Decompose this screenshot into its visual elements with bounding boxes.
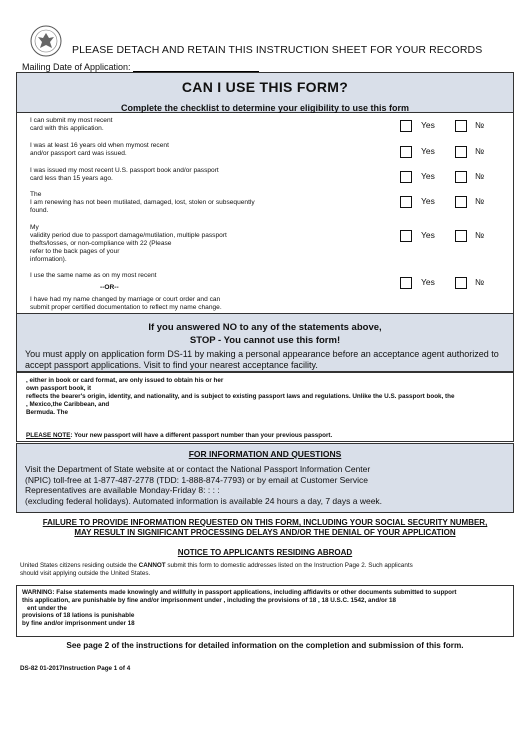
please-note-label: PLEASE NOTE <box>26 432 71 439</box>
passport-info-line: , either in book or card format, are only issued to obtain his or her <box>26 377 224 384</box>
please-note <box>26 432 504 440</box>
warning-line: this application, are punishable by fine and/or imprisonment under , including the provisions of 18 , 18 U.S.C. 1542, and/or 18 <box>22 596 397 604</box>
no-checkbox[interactable] <box>455 146 467 158</box>
question-line: information). <box>30 256 67 263</box>
question-line: I can submit my most recent <box>30 117 113 124</box>
warning-line: ent under the <box>27 604 67 612</box>
yes-checkbox[interactable] <box>400 196 412 208</box>
yes-checkbox[interactable] <box>400 277 412 289</box>
information-questions-box <box>16 443 514 513</box>
yes-label: Yes <box>421 230 435 240</box>
question-line: I am renewing has not been mutilated, damaged, lost, stolen or subsequently <box>30 199 255 206</box>
form-footer: DS-82 01-2017Instruction Page 1 of 4 <box>20 665 131 672</box>
question-line: and/or passport card was issued. <box>30 150 127 157</box>
notice-abroad-title: NOTICE TO APPLICANTS RESIDING ABROAD <box>177 548 353 557</box>
failure-warning <box>16 518 514 538</box>
notice-cannot: CANNOT <box>138 562 166 569</box>
no-checkbox[interactable] <box>455 196 467 208</box>
checklist-row-3 <box>30 167 515 183</box>
checklist-row-5 <box>30 224 515 264</box>
no-label: № <box>475 120 485 130</box>
information-body <box>17 459 513 506</box>
no-label: № <box>475 146 485 156</box>
warning-line: by fine and/or imprisonment under 18 <box>22 620 135 628</box>
information-line: Visit the Department of State website at or contact the National Passport Information Center <box>25 464 371 474</box>
question-line: I was at least 16 years old when mymost recent <box>30 142 169 149</box>
no-label: № <box>475 171 485 181</box>
please-note-text: : Your new passport will have a different passport number than your previous passport. <box>70 432 333 439</box>
no-label: № <box>475 277 485 287</box>
question-text <box>30 224 280 264</box>
question-text <box>30 117 280 133</box>
or-separator: --OR-- <box>100 284 119 291</box>
failure-line: MAY RESULT IN SIGNIFICANT PROCESSING DELAYS AND/OR THE DENIAL OF YOUR APPLICATION <box>74 528 456 537</box>
no-checkbox[interactable] <box>455 277 467 289</box>
stop-line-2: STOP - You cannot use this form! <box>189 335 341 346</box>
question-line: submit proper certified documentation to reflect my name change. <box>30 304 222 311</box>
notice-text: United States citizens residing outside the <box>20 562 139 569</box>
yes-label: Yes <box>421 120 435 130</box>
question-text <box>30 167 280 183</box>
stop-notice-box <box>16 313 514 372</box>
question-line: I use the same name as on my most recent <box>30 272 157 279</box>
stop-line-1: If you answered NO to any of the statements above, <box>148 322 382 333</box>
passport-info-line: reflects the bearer's origin, identity, and nationality, and is subject to existing passport laws and regulations. Unlike the U.S. passport book, the <box>26 393 455 400</box>
checklist-header <box>17 73 513 113</box>
mailing-date-line[interactable] <box>133 63 259 72</box>
stop-body: You must apply on application form DS-11 by making a personal appearance before an acceptance agent authorized to accept passport applications. Visit to find your nearest acceptance facility. <box>25 349 499 370</box>
checklist-row-4 <box>30 191 515 215</box>
no-checkbox[interactable] <box>455 230 467 242</box>
see-page-2-note: See page 2 of the instructions for detailed information on the completion and submission of this form. <box>66 641 464 650</box>
information-line: (NPIC) toll-free at 1-877-487-2778 (TDD: 1-888-874-7793) or by email at Customer Service <box>25 474 368 485</box>
question-line: I was issued my most recent U.S. passport book and/or passport <box>30 167 219 174</box>
page-header-title: PLEASE DETACH AND RETAIN THIS INSTRUCTION SHEET FOR YOUR RECORDS <box>72 44 483 56</box>
passport-info-line: , Mexico,the Caribbean, and <box>26 401 110 408</box>
information-line: Representatives are available Monday-Friday 8: : : : <box>25 485 220 495</box>
passport-info-box <box>16 372 514 442</box>
department-of-state-seal-icon <box>30 25 62 57</box>
information-title: FOR INFORMATION AND QUESTIONS <box>188 449 342 459</box>
yes-checkbox[interactable] <box>400 146 412 158</box>
warning-box <box>16 585 514 637</box>
no-checkbox[interactable] <box>455 120 467 132</box>
no-label: № <box>475 230 485 240</box>
passport-info-line: Bermuda. The <box>26 409 68 416</box>
yes-checkbox[interactable] <box>400 171 412 183</box>
notice-text: submit this form to domestic addresses listed on the Instruction Page 2. Such applicants <box>165 562 413 569</box>
question-line: I have had my name changed by marriage or court order and can <box>30 296 221 303</box>
question-text <box>30 142 280 158</box>
checklist-row-6 <box>30 272 515 312</box>
yes-label: Yes <box>421 277 435 287</box>
yes-checkbox[interactable] <box>400 120 412 132</box>
question-text <box>30 191 280 215</box>
checklist-subtitle: Complete the checklist to determine your eligibility to use this form <box>120 103 410 113</box>
question-line: The <box>30 191 42 198</box>
yes-label: Yes <box>421 196 435 206</box>
notice-text: should visit applying outside the United States. <box>20 570 151 577</box>
question-line: card with this application. <box>30 125 104 132</box>
mailing-date-label: Mailing Date of Application: <box>22 62 131 72</box>
question-line: card less than 15 years ago. <box>30 175 113 182</box>
question-text <box>30 272 280 312</box>
question-line: validity period due to passport damage/mutilation, multiple passport <box>30 232 227 239</box>
yes-label: Yes <box>421 171 435 181</box>
mailing-date-field[interactable] <box>22 62 259 72</box>
question-line: found. <box>30 207 49 214</box>
warning-line: provisions of 18 lations is punishable <box>22 612 135 620</box>
yes-checkbox[interactable] <box>400 230 412 242</box>
checklist-row-1 <box>30 117 515 133</box>
no-checkbox[interactable] <box>455 171 467 183</box>
warning-line: WARNING: False statements made knowingly and willfully in passport applications, including affidavits or other documents submitted to support <box>22 589 457 596</box>
checklist-row-2 <box>30 142 515 158</box>
failure-line: FAILURE TO PROVIDE INFORMATION REQUESTED ON THIS FORM, INCLUDING YOUR SOCIAL SECURITY NUMBER, <box>42 518 488 527</box>
yes-label: Yes <box>421 146 435 156</box>
information-line: (excluding federal holidays). Automated information is available 24 hours a day, 7 days a week. <box>25 495 383 506</box>
checklist-title: CAN I USE THIS FORM? <box>181 79 349 95</box>
question-line: refer to the back pages of your <box>30 248 120 255</box>
notice-abroad-body <box>20 562 510 578</box>
no-label: № <box>475 196 485 206</box>
question-line: My <box>30 224 39 231</box>
question-line: thefts/losses, or non-compliance with 22 (Please <box>30 240 172 247</box>
passport-info-line: own passport book, it <box>26 385 92 392</box>
